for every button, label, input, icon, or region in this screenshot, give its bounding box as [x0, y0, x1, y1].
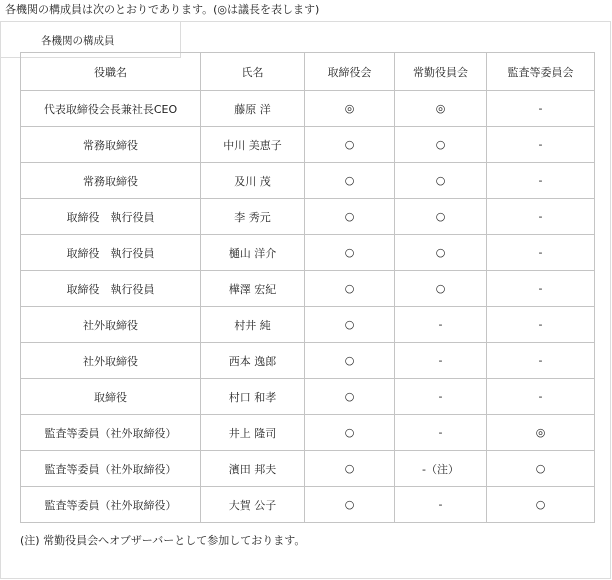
cell-board: ○ [305, 271, 395, 307]
cell-name: 濱田 邦夫 [201, 451, 305, 487]
cell-board: ○ [305, 199, 395, 235]
cell-board: ○ [305, 379, 395, 415]
header-name: 氏名 [201, 53, 305, 91]
cell-name: 井上 隆司 [201, 415, 305, 451]
cell-audit-committee: - [487, 379, 595, 415]
cell-executive-committee: ○ [395, 163, 487, 199]
table-row [21, 379, 595, 415]
header-row [21, 53, 595, 91]
cell-name: 村井 純 [201, 307, 305, 343]
cell-position: 常務取締役 [21, 127, 201, 163]
cell-audit-committee: ◎ [487, 415, 595, 451]
cell-executive-committee: ○ [395, 271, 487, 307]
cell-board: ○ [305, 415, 395, 451]
header-executive-committee: 常勤役員会 [395, 53, 487, 91]
cell-executive-committee: ○ [395, 199, 487, 235]
cell-executive-committee: - [395, 415, 487, 451]
table-row [21, 271, 595, 307]
footnote: (注) 常勤役員会へオブザーバーとして参加しております。 [20, 534, 306, 547]
cell-audit-committee: - [487, 91, 595, 127]
cell-board: ○ [305, 163, 395, 199]
cell-audit-committee: - [487, 343, 595, 379]
cell-audit-committee: - [487, 307, 595, 343]
cell-executive-committee: -（注） [395, 451, 487, 487]
cell-board: ○ [305, 343, 395, 379]
cell-position: 社外取締役 [21, 307, 201, 343]
intro-text: 各機関の構成員は次のとおりであります。(◎は議長を表します) [5, 3, 320, 16]
table-row [21, 199, 595, 235]
cell-audit-committee: - [487, 127, 595, 163]
cell-position: 社外取締役 [21, 343, 201, 379]
table-row [21, 235, 595, 271]
cell-name: 藤原 洋 [201, 91, 305, 127]
cell-audit-committee: ○ [487, 451, 595, 487]
table-row [21, 307, 595, 343]
members-table [20, 52, 595, 523]
cell-audit-committee: ○ [487, 487, 595, 523]
cell-executive-committee: ◎ [395, 91, 487, 127]
cell-board: ○ [305, 487, 395, 523]
header-audit-committee: 監査等委員会 [487, 53, 595, 91]
cell-position: 監査等委員（社外取締役） [21, 451, 201, 487]
cell-board: ○ [305, 127, 395, 163]
cell-name: 大賀 公子 [201, 487, 305, 523]
cell-board: ○ [305, 235, 395, 271]
cell-name: 李 秀元 [201, 199, 305, 235]
table-row [21, 127, 595, 163]
cell-position: 常務取締役 [21, 163, 201, 199]
table-row [21, 163, 595, 199]
cell-position: 代表取締役会長兼社長CEO [21, 91, 201, 127]
cell-executive-committee: ○ [395, 235, 487, 271]
cell-executive-committee: - [395, 379, 487, 415]
cell-board: ○ [305, 307, 395, 343]
cell-executive-committee: - [395, 343, 487, 379]
cell-board: ○ [305, 451, 395, 487]
cell-executive-committee: - [395, 307, 487, 343]
header-position: 役職名 [21, 53, 201, 91]
cell-name: 樋山 洋介 [201, 235, 305, 271]
cell-board: ◎ [305, 91, 395, 127]
cell-name: 中川 美恵子 [201, 127, 305, 163]
cell-name: 及川 茂 [201, 163, 305, 199]
table-row [21, 451, 595, 487]
cell-name: 西本 逸郎 [201, 343, 305, 379]
cell-position: 監査等委員（社外取締役） [21, 415, 201, 451]
cell-position: 取締役 執行役員 [21, 271, 201, 307]
table-row [21, 91, 595, 127]
cell-audit-committee: - [487, 199, 595, 235]
panel-tab-label: 各機関の構成員 [41, 35, 115, 47]
cell-executive-committee: - [395, 487, 487, 523]
cell-position: 取締役 [21, 379, 201, 415]
cell-executive-committee: ○ [395, 127, 487, 163]
table-row [21, 343, 595, 379]
cell-name: 村口 和孝 [201, 379, 305, 415]
header-board: 取締役会 [305, 53, 395, 91]
table-row [21, 487, 595, 523]
cell-audit-committee: - [487, 235, 595, 271]
cell-name: 樺澤 宏紀 [201, 271, 305, 307]
cell-position: 監査等委員（社外取締役） [21, 487, 201, 523]
cell-position: 取締役 執行役員 [21, 235, 201, 271]
cell-position: 取締役 執行役員 [21, 199, 201, 235]
cell-audit-committee: - [487, 163, 595, 199]
table-row [21, 415, 595, 451]
cell-audit-committee: - [487, 271, 595, 307]
